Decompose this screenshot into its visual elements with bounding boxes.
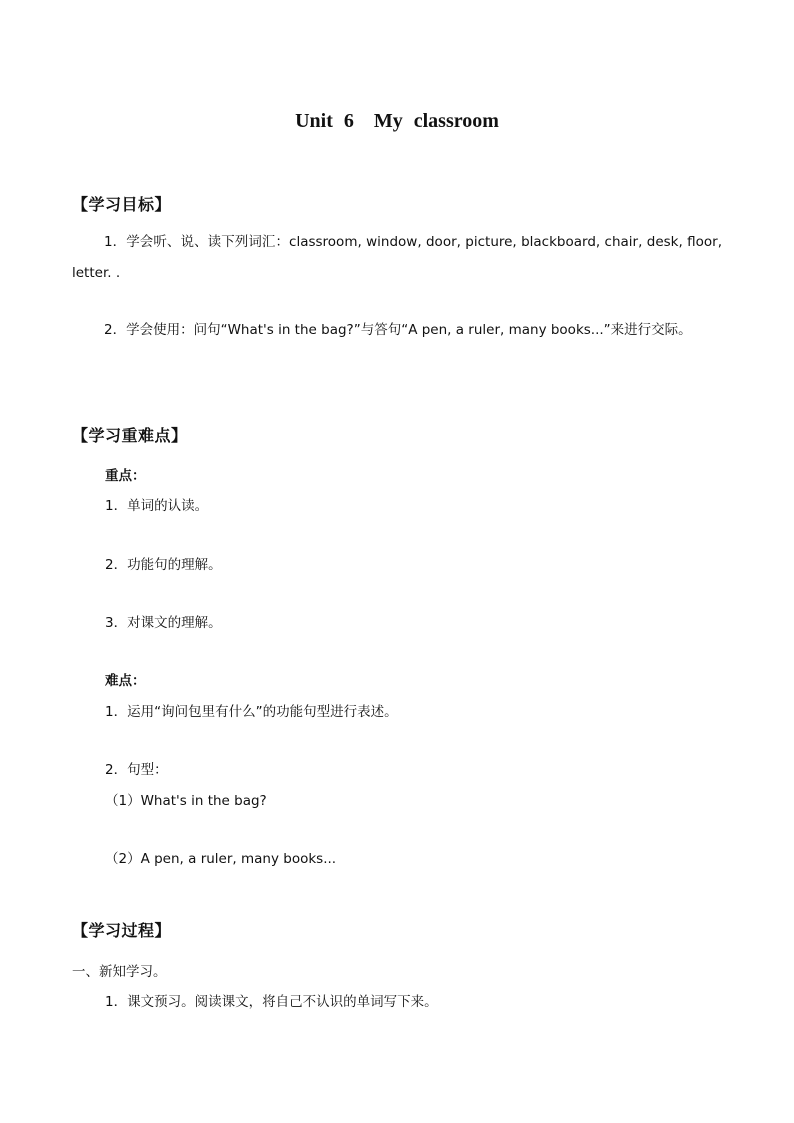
focus-item-2: 2．功能句的理解。: [105, 557, 222, 573]
process-heading: 【学习过程】: [72, 921, 172, 940]
focus-item-3: 3．对课文的理解。: [105, 615, 222, 631]
document-title: Unit 6 My classroom: [295, 110, 499, 132]
process-step-1: 1．课文预习。阅读课文，将自己不认识的单词写下来。: [105, 994, 438, 1010]
goals-item-1: 1．学会听、说、读下列词汇：classroom, window, door, picture, blackboard, chair, desk, floor, letter. .: [72, 234, 722, 281]
goals-item-2: 2．学会使用：问句“What's in the bag?”与答句“A pen, a ruler, many books...”来进行交际。: [104, 322, 692, 338]
difficulty-label: 难点：: [105, 673, 146, 689]
focus-item-1: 1．单词的认读。: [105, 498, 209, 514]
difficulty-item-4: （2）A pen, a ruler, many books...: [105, 851, 337, 867]
focus-label: 重点：: [105, 468, 146, 484]
goals-heading: 【学习目标】: [72, 195, 172, 214]
difficulty-item-3: （1）What's in the bag?: [105, 793, 267, 809]
difficulty-item-2: 2．句型：: [105, 762, 168, 778]
difficulty-item-1: 1．运用“询问包里有什么”的功能句型进行表述。: [105, 704, 398, 720]
key-points-heading: 【学习重难点】: [72, 426, 188, 445]
process-part-1: 一、新知学习。: [72, 964, 167, 980]
